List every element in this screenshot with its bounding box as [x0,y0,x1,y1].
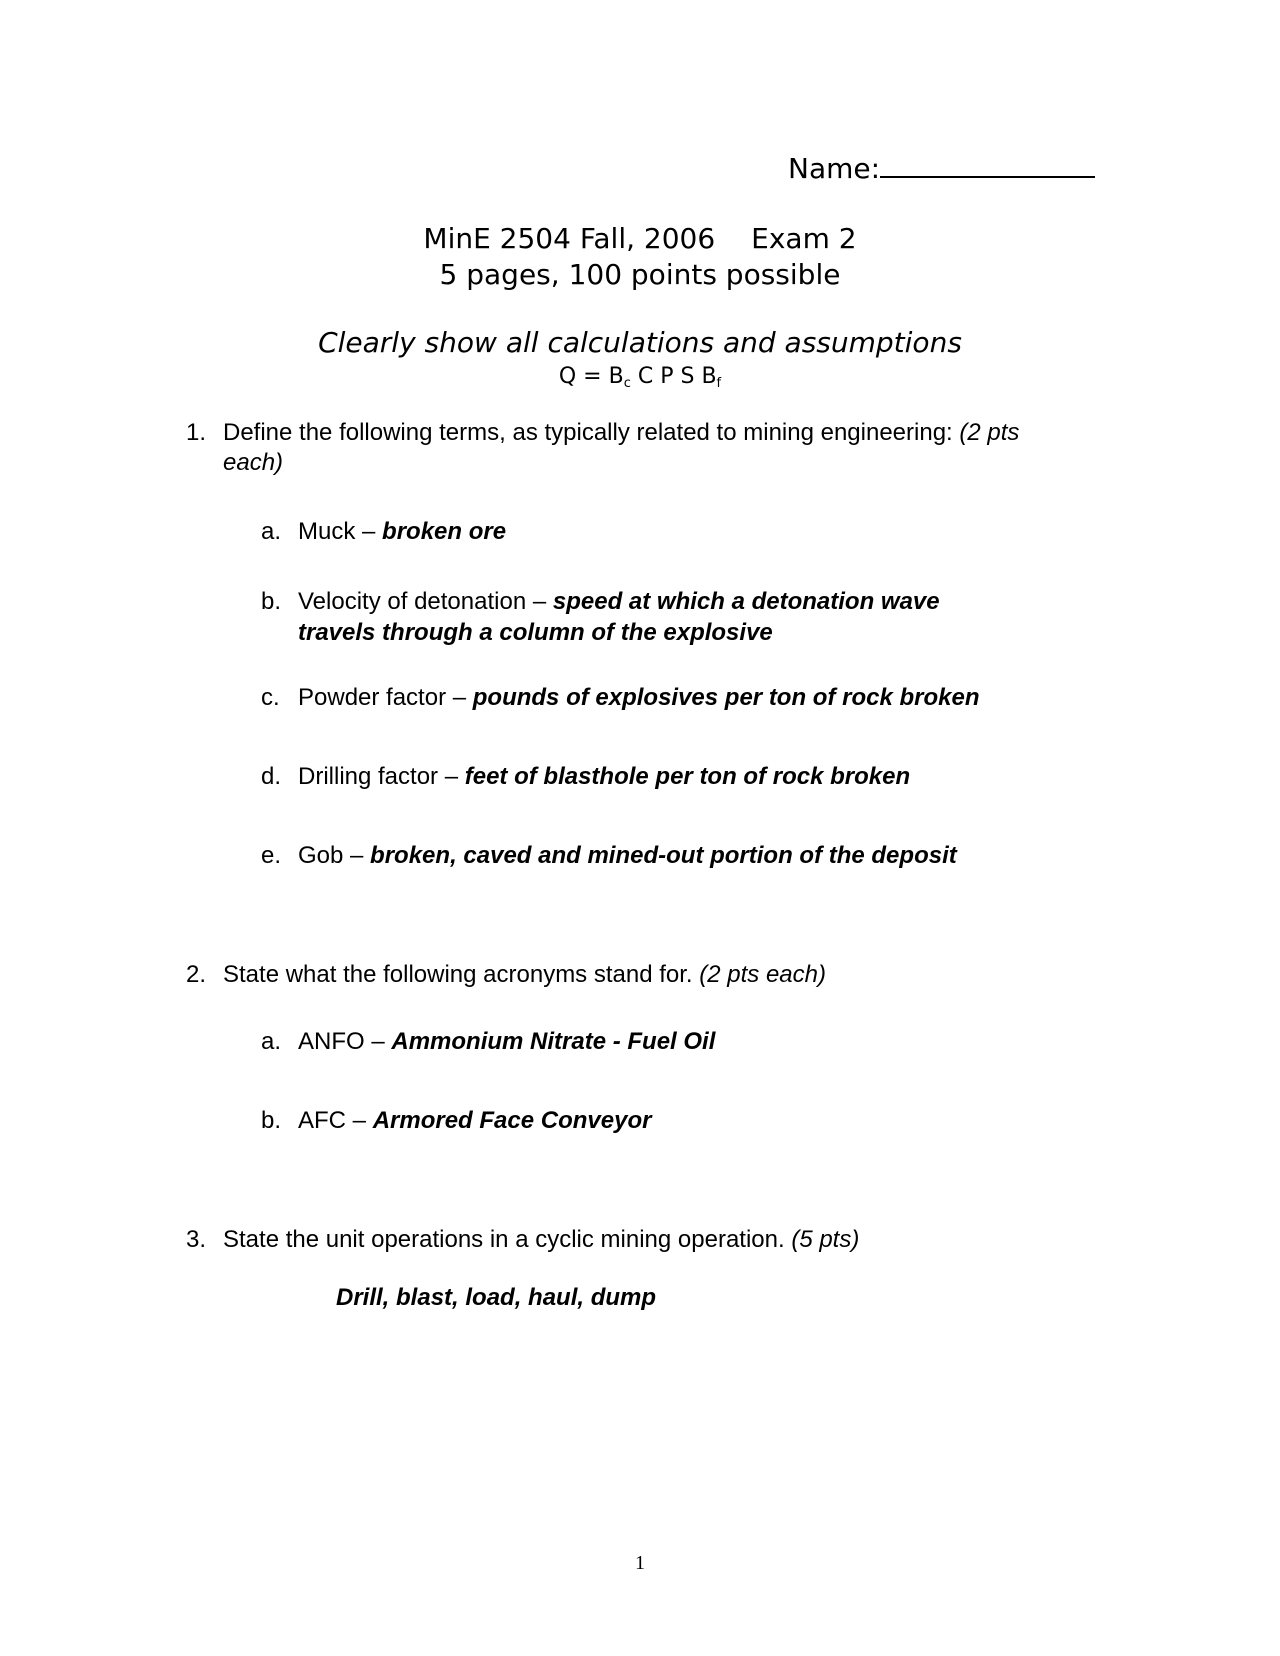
name-field [788,150,1095,185]
question-number: 1. [186,419,207,446]
question-text: State what the following acronyms stand for. [223,961,700,988]
list-item [261,586,1041,650]
item-answer: Ammonium Nitrate - Fuel Oil [391,1028,716,1055]
question-2 [186,960,1086,992]
item-answer: broken ore [382,518,507,545]
item-term: Velocity of detonation – [298,588,553,615]
list-item [261,516,1041,548]
question-number: 2. [186,961,207,988]
item-answer: feet of blasthole per ton of rock broken [464,763,911,790]
item-letter: a. [261,1028,282,1055]
course-title: MinE 2504 Fall, 2006 [423,222,716,255]
item-term: Powder factor – [298,684,473,711]
name-label: Name: [788,152,881,185]
exam-subtitle: 5 pages, 100 points possible [439,258,841,291]
item-answer: pounds of explosives per ton of rock broken [472,684,980,711]
item-term: Gob – [298,842,371,869]
list-item [261,840,1061,872]
question-points: (2 pts each) [699,961,826,988]
list-item [261,761,1061,793]
question-3-answer: Drill, blast, load, haul, dump [336,1284,657,1311]
item-letter: b. [261,588,282,615]
item-answer: speed at which a detonation wave travels through a column of the explosive [298,588,940,646]
item-term: Drilling factor – [298,763,465,790]
question-text: State the unit operations in a cyclic mining operation. [223,1226,792,1253]
item-letter: b. [261,1107,282,1134]
item-answer: Armored Face Conveyor [372,1107,652,1134]
item-term: ANFO – [298,1028,392,1055]
item-letter: e. [261,842,282,869]
list-item [261,1026,1041,1058]
question-points: (5 pts) [791,1226,860,1253]
item-letter: c. [261,684,280,711]
question-text: Define the following terms, as typically related to mining engineering: [223,419,960,446]
item-letter: d. [261,763,282,790]
formula: $Q = B_c$ C P S $B_f$ [558,364,722,391]
page-number: 1 [635,1552,645,1574]
item-term: AFC – [298,1107,373,1134]
name-blank-line [880,150,1095,178]
list-item [261,682,1061,714]
question-1 [186,418,1086,480]
question-3 [186,1225,1086,1257]
instruction-text: Clearly show all calculations and assumptions [318,326,962,359]
list-item [261,1105,1041,1137]
question-points: (2 pts each) [223,419,1020,476]
item-answer: broken, caved and mined-out portion of the deposit [370,842,957,869]
exam-title [0,222,1280,255]
exam-label: Exam 2 [751,222,857,255]
item-term: Muck – [298,518,383,545]
item-letter: a. [261,518,282,545]
question-number: 3. [186,1226,207,1253]
